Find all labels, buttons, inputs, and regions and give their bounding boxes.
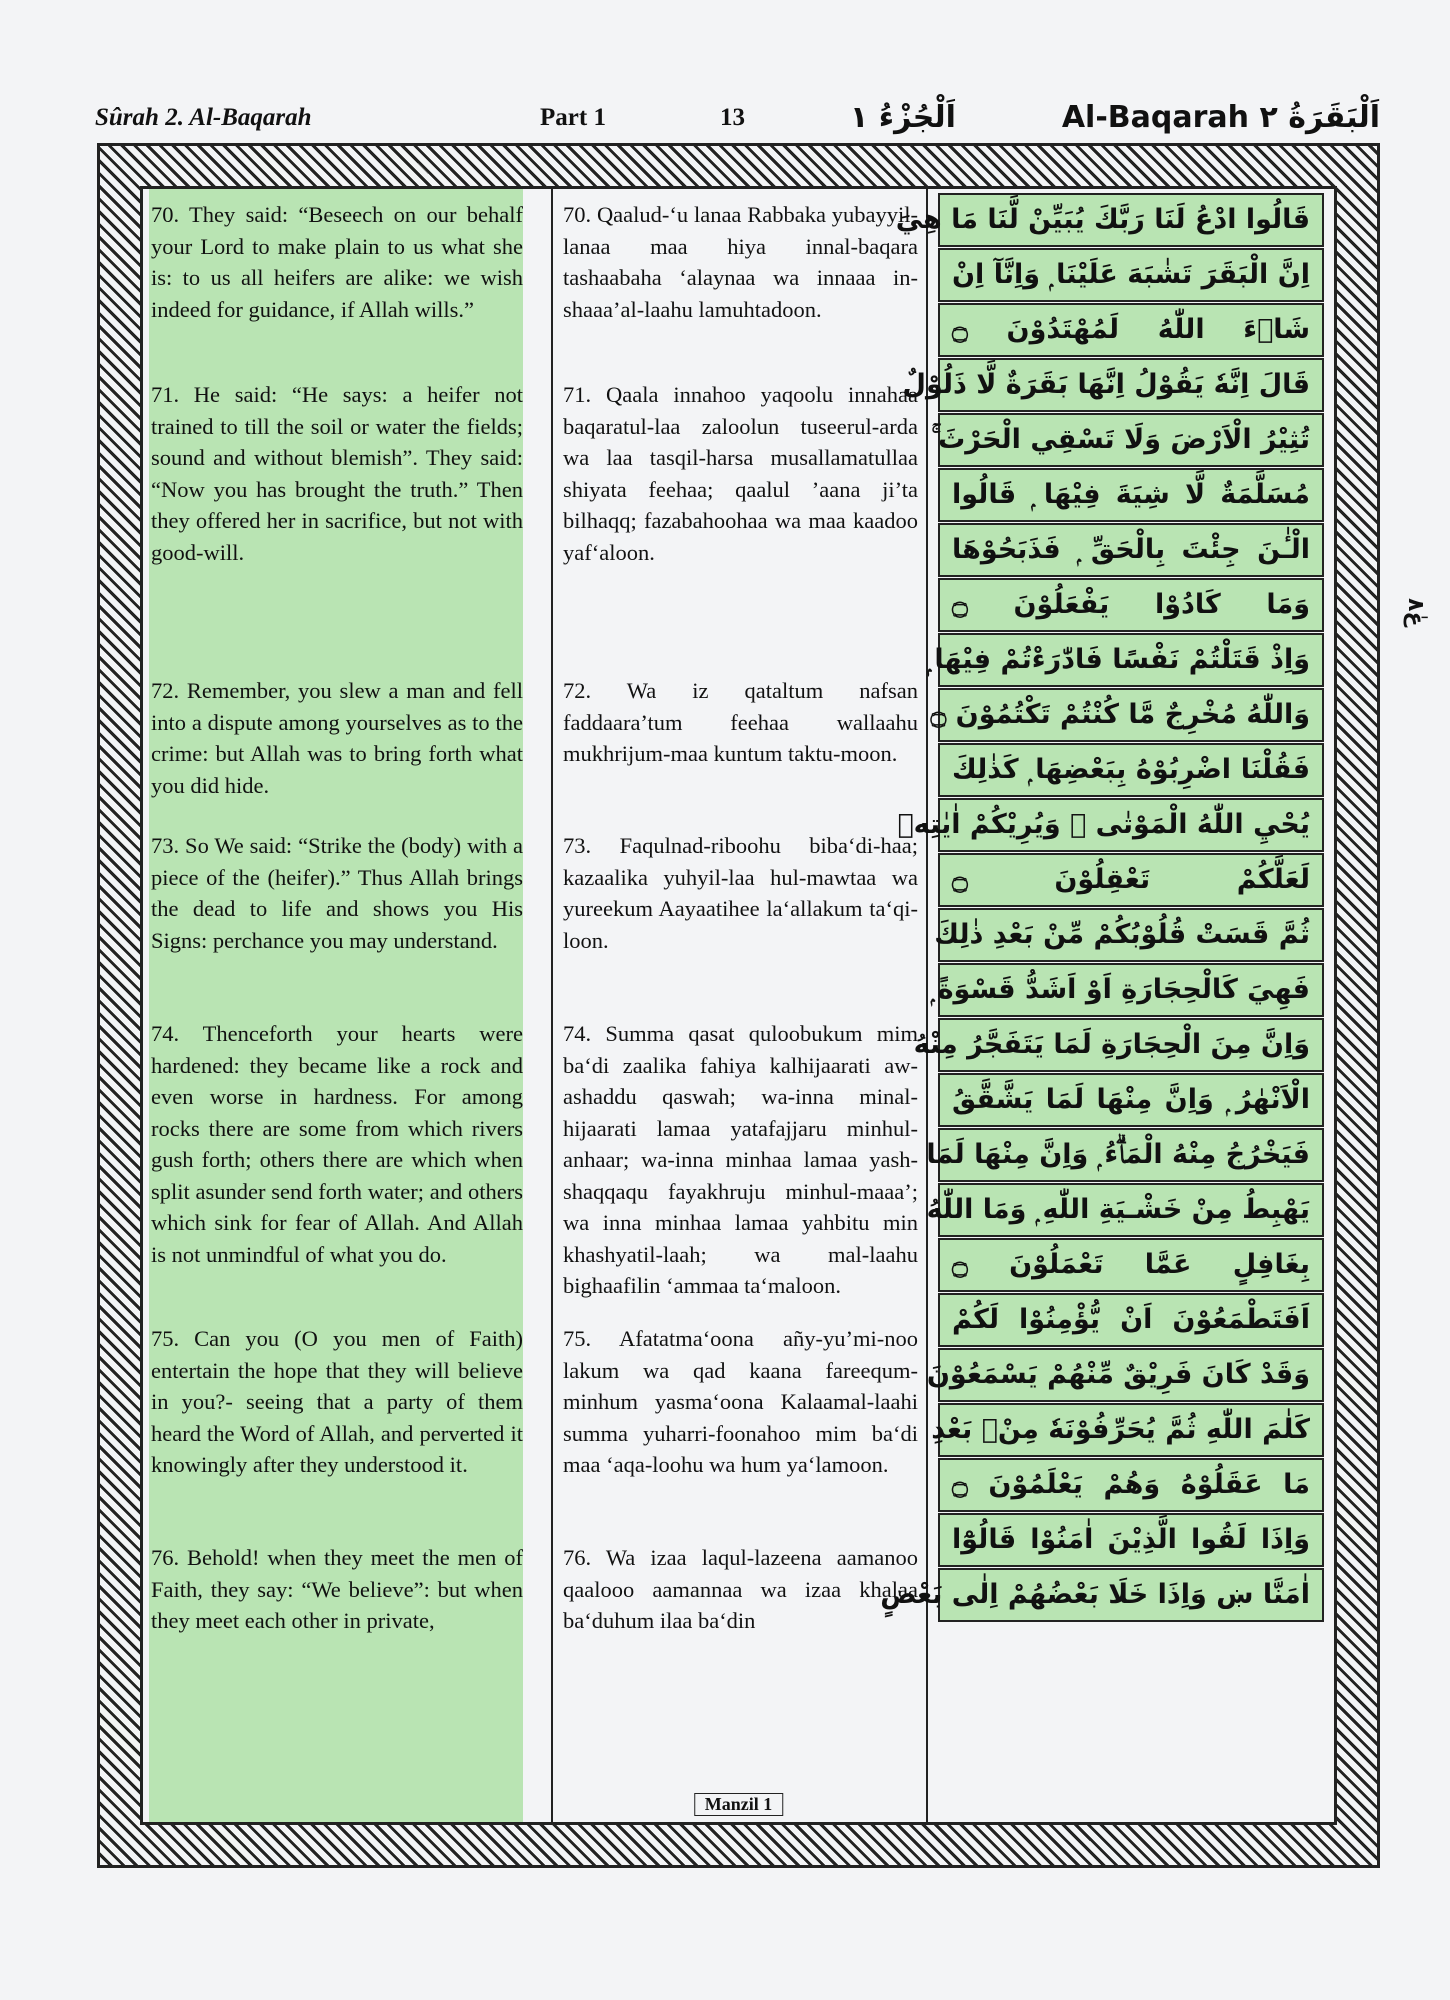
page-header [95, 100, 1380, 144]
translit-verse-76: 76. Wa izaa laqul-lazeena aamanoo qaalooo aamannaa wa izaa khalaa ba‘duhum ilaa ba‘din [563, 1545, 918, 1633]
arabic-line: وَاِنَّ مِنَ الْحِجَارَةِ لَمَا يَتَفَجَّرُ مِنْهُ [938, 1018, 1324, 1072]
translit-verse-74: 74. Summa qasat quloobukum mim ba‘di zaalika fahiya kalhijaarati aw-ashaddu qaswah; wa-inna minal-hijaarati lamaa yatafajjaru minhul-anhaar; wa-inna minhaa lamaa yash-shaqqaqu fayakhruju minhul-maaa’; wa inna minhaa lamaa yahbitu min khashyatil-laah; wa mal-laahu bighaafilin ‘ammaa ta‘maloon. [563, 1021, 918, 1298]
arabic-column [880, 189, 1334, 1822]
english-column [143, 189, 553, 1822]
translit-verse-75: 75. Afatatma‘oona añy-yu’mi-noo lakum wa qad kaana fareequm-minhum yasma‘oona Kalaamal-laahi summa yuharri-foonahoo mim ba‘di maa ‘aqa-loohu wa hum ya‘lamoon. [563, 1326, 918, 1477]
english-verse-72: 72. Remember, you slew a man and fell into a dispute among yourselves as to the crime: but Allah was to bring forth what you did hide. [151, 678, 523, 798]
arabic-line: اَفَتَطْمَعُوْنَ اَنْ يُّؤْمِنُوْا لَكُمْ [938, 1293, 1324, 1347]
translit-verse-73: 73. Faqulnad-riboohu biba‘di-haa; kazaalika yuhyil-laa hul-mawtaa wa yureekum Aayaatihee la‘allakum ta‘qi-loon. [563, 833, 918, 953]
arabic-line: كَلٰمَ اللّٰهِ ثُمَّ يُحَرِّفُوْنَهٗ مِنْۢ بَعْدِ [938, 1403, 1324, 1457]
english-verse-75: 75. Can you (O you men of Faith) entertain the hope that they will believe in you?- seeing that a party of them heard the Word of Allah, and perverted it knowingly after they understood it. [151, 1326, 523, 1477]
english-verse-73: 73. So We said: “Strike the (body) with a piece of the (heifer).” Thus Allah brings the dead to life and shows you His Signs: perchance you may understand. [151, 833, 523, 953]
arabic-line: قَالَ اِنَّهٗ يَقُوْلُ اِنَّهَا بَقَرَةٌ لَّا ذَلُوْلٌ [938, 358, 1324, 412]
arabic-line: وَاللّٰهُ مُخْرِجٌ مَّا كُنْتُمْ تَكْتُمُوْنَ ۝ [938, 688, 1324, 742]
arabic-line: وَاِذْ قَتَلْتُمْ نَفْسًا فَادّٰرَءْتُمْ فِيْهَا ۭ [938, 633, 1324, 687]
juz-title-ar: اَلْجُزْءُ ١ [850, 100, 956, 135]
surah-title-ar: اَلْبَقَرَةُ ٢ Al-Baqarah [1061, 100, 1380, 135]
english-verse-70: 70. They said: “Beseech on our behalf your Lord to make plain to us what she is: to us all heifers are alike: we wish indeed for guidance, if Allah wills.” [151, 202, 523, 322]
arabic-line: يُحْيِ اللّٰهُ الْمَوْتٰى ۙ وَيُرِيْكُمْ اٰيٰتِهٖ [938, 798, 1324, 852]
arabic-line: اٰمَنَّا ښ وَاِذَا خَلَا بَعْضُهُمْ اِلٰى بَعْضٍ [938, 1568, 1324, 1622]
translit-verse-72: 72. Wa iz qataltum nafsan faddaara’tum feehaa wallaahu mukhrijum-maa kuntum taktu-moon. [563, 678, 918, 766]
arabic-line: الْاَنْهٰرُ ۭ وَاِنَّ مِنْهَا لَمَا يَشَّقَّقُ [938, 1073, 1324, 1127]
arabic-line: وَمَا كَادُوْا يَفْعَلُوْنَ ۝ [938, 578, 1324, 632]
ornamental-frame [97, 143, 1380, 1868]
arabic-line: بِغَافِلٍ عَمَّا تَعْمَلُوْنَ ۝ [938, 1238, 1324, 1292]
arabic-line: الْـٰٔنَ جِئْتَ بِالْحَقِّ ۭ فَذَبَحُوْهَا [938, 523, 1324, 577]
arabic-line: فَقُلْنَا اضْرِبُوْهُ بِبَعْضِهَا ۭ كَذٰلِكَ [938, 743, 1324, 797]
arabic-line: فَيَخْرُجُ مِنْهُ الْمَاۗءُ ۭ وَاِنَّ مِنْهَا لَمَا [938, 1128, 1324, 1182]
translit-verse-71: 71. Qaala innahoo yaqoolu innahaa baqaratul-laa zaloolun tuseerul-arda wa laa tasqil-harsa musallamatullaa shiyata feehaa; qaalul ’aana ji’ta bilhaqq; fazabahoohaa wa maa kaadoo yaf‘aloon. [563, 382, 918, 565]
arabic-line: مَا عَقَلُوْهُ وَھُمْ يَعْلَمُوْنَ ۝ [938, 1458, 1324, 1512]
english-verse-74: 74. Thenceforth your hearts were hardened: they became like a rock and even worse in hardness. For among rocks there are some from which rivers gush forth; others there are which when split asunder send forth water; and others which sink for fear of Allah. And Allah is not unmindful of what you do. [151, 1021, 523, 1267]
arabic-line: فَهِيَ كَالْحِجَارَةِ اَوْ اَشَدُّ قَسْوَةً ۭ [938, 963, 1324, 1017]
part-label: Part 1 [540, 104, 606, 131]
transliteration-column [553, 189, 928, 1822]
page-body [140, 186, 1337, 1825]
arabic-line: مُسَلَّمَةٌ لَّا شِيَةَ فِيْهَا ۭ قَالُوا [938, 468, 1324, 522]
english-verse-71: 71. He said: “He says: a heifer not trained to till the soil or water the fields; sound and without blemish”. They said: “Now you has brought the truth.” Then they offered her in sacrifice, but not with good-will. [151, 382, 523, 565]
arabic-line: يَهْبِطُ مِنْ خَشْـيَةِ اللّٰهِ ۭ وَمَا اللّٰهُ [938, 1183, 1324, 1237]
arabic-line: وَاِذَا لَقُوا الَّذِيْنَ اٰمَنُوْا قَالُوْٓا [938, 1513, 1324, 1567]
arabic-line: لَعَلَّكُمْ تَعْقِلُوْنَ ۝ [938, 853, 1324, 907]
english-verse-76: 76. Behold! when they meet the men of Faith, they say: “We believe”: but when they meet each other in private, [151, 1545, 523, 1633]
arabic-line: وَقَدْ كَانَ فَرِيْقٌ مِّنْهُمْ يَسْمَعُوْنَ [938, 1348, 1324, 1402]
surah-title-en: Sûrah 2. Al-Baqarah [95, 104, 312, 131]
translit-verse-70: 70. Qaalud-‘u lanaa Rabbaka yubayyil-lanaa maa hiya innal-baqara tashaabaha ‘alaynaa wa innaaa in-shaaa’al-laahu lamuhtadoon. [563, 202, 918, 322]
ruku-marker: عٰ٨ [1403, 598, 1428, 627]
page-number: 13 [720, 104, 745, 131]
arabic-line: شَاۗءَ اللّٰهُ لَمُهْتَدُوْنَ ۝ [938, 303, 1324, 357]
manzil-label: Manzil 1 [694, 1793, 784, 1816]
arabic-line: ثُمَّ قَسَتْ قُلُوْبُكُمْ مِّنْ بَعْدِ ذٰلِكَ [938, 908, 1324, 962]
arabic-line: قَالُوا ادْعُ لَنَا رَبَّكَ يُبَيِّنْ لَّنَا مَا هِيَ [938, 193, 1324, 247]
arabic-line: تُثِيْرُ الْاَرْضَ وَلَا تَسْقِي الْحَرْثَ ۚ [938, 413, 1324, 467]
arabic-line: اِنَّ الْبَقَرَ تَشٰبَهَ عَلَيْنَا ۭ وَاِنَّآ اِنْ [938, 248, 1324, 302]
